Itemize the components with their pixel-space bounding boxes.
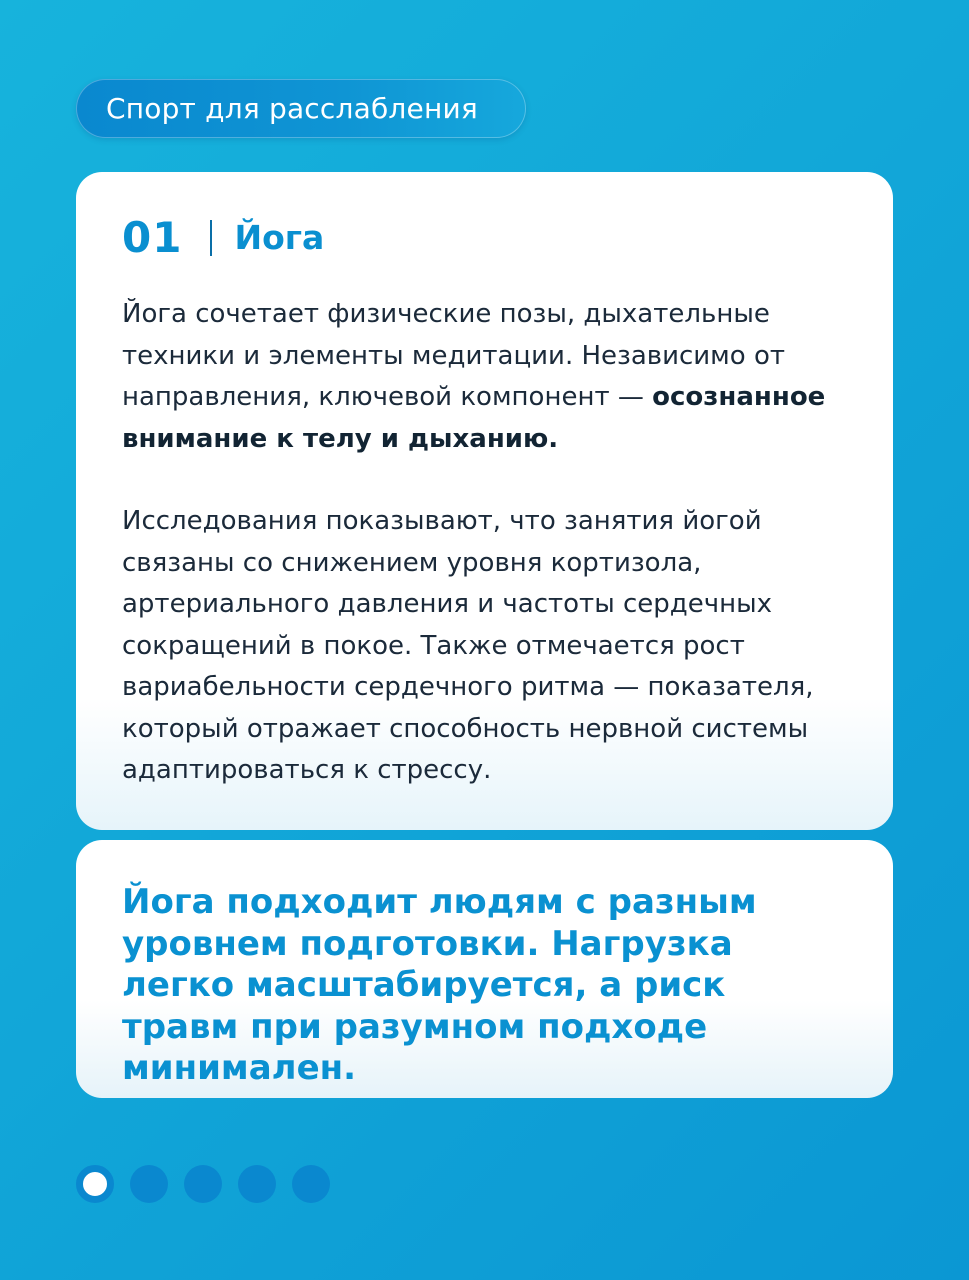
category-pill [76,79,526,138]
page-dot-3[interactable] [184,1165,222,1203]
paragraph-research: Исследования показывают, что занятия йогой связаны со снижением уровня кортизола, артериального давления и частоты сердечных сокращений в покое. Также отмечается рост вариабельности сердечного ритма — показателя, который отражает способность нервной системы адаптироваться к стрессу. [122,506,814,785]
page-dot-1[interactable] [76,1165,114,1203]
note-card [76,840,893,1098]
page-dot-2[interactable] [130,1165,168,1203]
page-dot-5[interactable] [292,1165,330,1203]
category-label: Спорт для расслабления [106,92,478,125]
main-card [76,172,893,830]
pagination [76,1165,330,1203]
paragraph-intro-text: Йога сочетает физические позы, дыхательные техники и элементы медитации. Независимо от направления, ключевой компонент — [122,299,786,412]
heading-divider [210,220,212,256]
section-number: 01 [122,213,183,262]
section-heading [122,213,847,262]
paragraph-intro-bold: осознанное внимание к телу и дыханию. [122,382,826,454]
paragraph-intro [122,294,847,460]
section-title: Йога [234,218,325,257]
note-text: Йога подходит людям с разным уровнем подготовки. Нагрузка легко масштабируется, а риск травм при разумном подходе минимален. [122,882,757,1088]
page-dot-4[interactable] [238,1165,276,1203]
